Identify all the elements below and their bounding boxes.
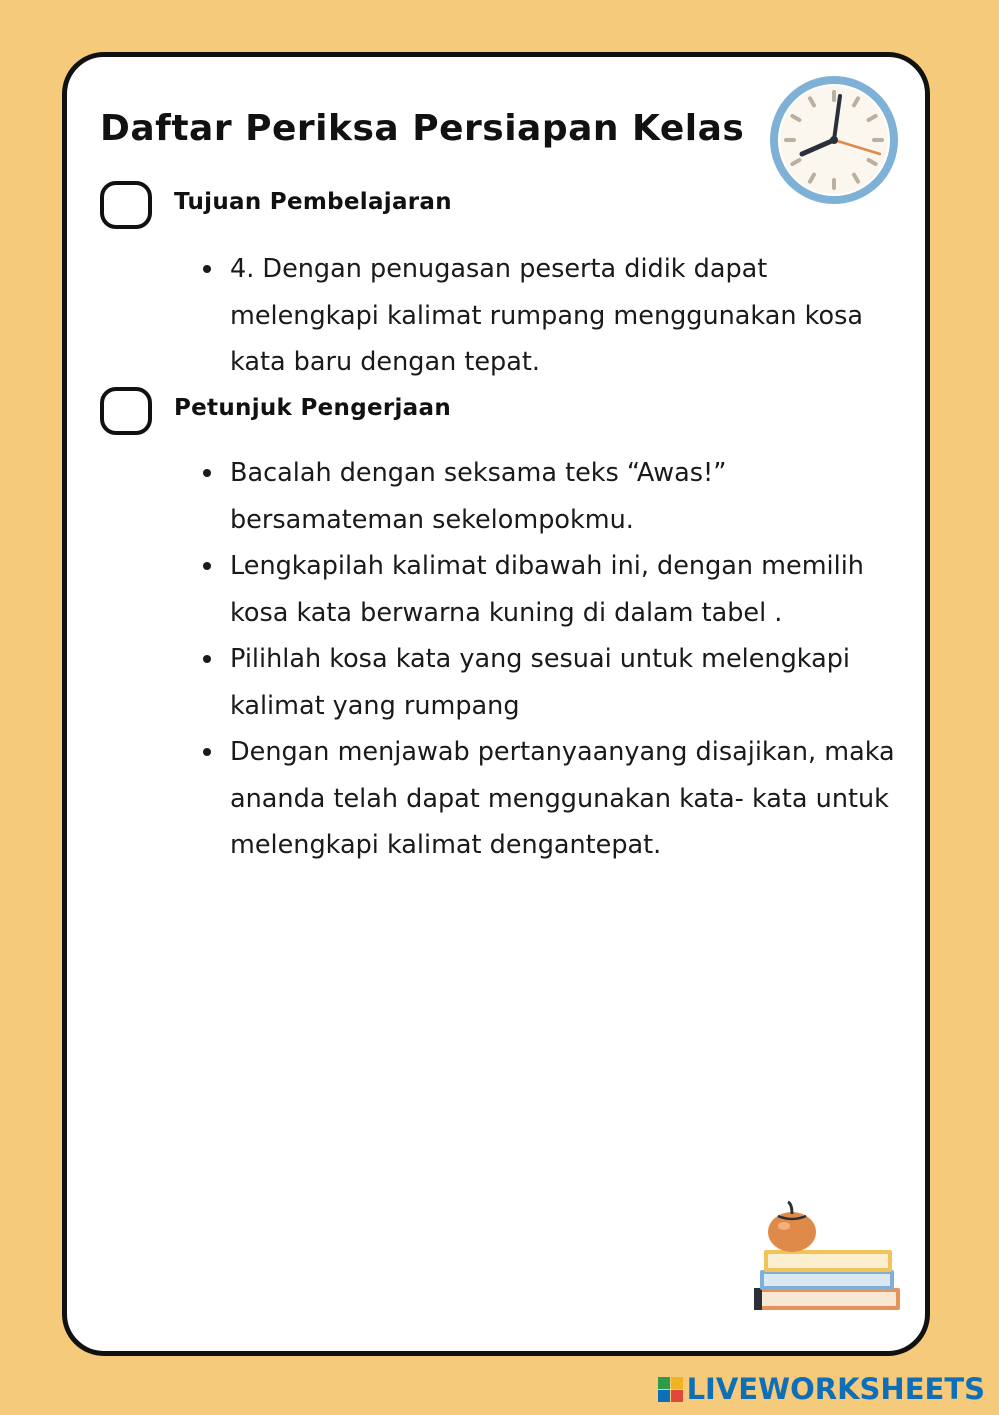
bullet-list-tujuan — [230, 246, 900, 386]
checkbox-tujuan[interactable] — [100, 181, 152, 229]
list-item: Pilihlah kosa kata yang sesuai untuk melengkapi kalimat yang rumpang — [230, 636, 900, 729]
footer-brand: LIVEWORKSHEETS — [686, 1372, 985, 1406]
checkbox-petunjuk[interactable] — [100, 387, 152, 435]
list-item: Bacalah dengan seksama teks “Awas!” bersamateman sekelompokmu. — [230, 450, 900, 543]
list-item: Dengan menjawab pertanyaanyang disajikan, maka ananda telah dapat menggunakan kata- kata untuk melengkapi kalimat dengantepat. — [230, 729, 900, 869]
bullet-list-petunjuk — [230, 450, 900, 869]
liveworksheets-logo-icon — [658, 1377, 683, 1402]
list-item: Lengkapilah kalimat dibawah ini, dengan memilih kosa kata berwarna kuning di dalam tabel . — [230, 543, 900, 636]
section-heading: Petunjuk Pengerjaan — [174, 395, 451, 421]
page-title: Daftar Periksa Persiapan Kelas — [100, 108, 745, 149]
books-apple-icon — [748, 1200, 902, 1316]
liveworksheets-footer — [658, 1372, 985, 1406]
clock-icon — [768, 74, 900, 206]
list-item: 4. Dengan penugasan peserta didik dapat melengkapi kalimat rumpang menggunakan kosa kata baru dengan tepat. — [230, 246, 900, 386]
section-heading: Tujuan Pembelajaran — [174, 189, 452, 215]
